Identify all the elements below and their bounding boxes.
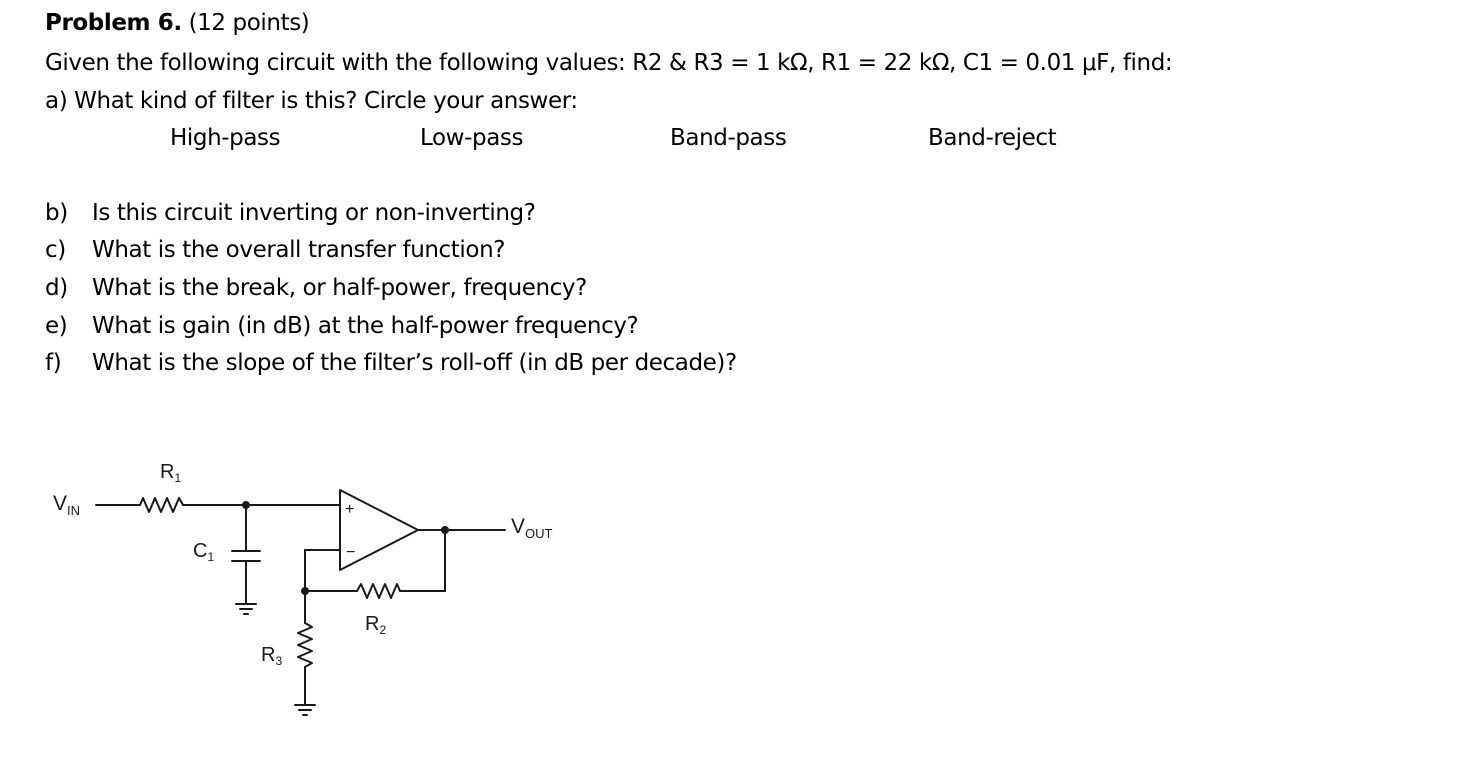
vout-label-sub: OUT xyxy=(525,526,553,541)
question-letter: e) xyxy=(45,313,68,339)
question-text: Is this circuit inverting or non-inverting? xyxy=(92,200,536,226)
problem-points: (12 points) xyxy=(181,10,310,36)
c1-label-main: C xyxy=(193,540,208,562)
question-text: What is the overall transfer function? xyxy=(92,237,506,263)
option-band-reject[interactable]: Band-reject xyxy=(928,125,1057,151)
question-letter: f) xyxy=(45,350,62,376)
node-dot-output xyxy=(441,526,449,534)
question-text: What is gain (in dB) at the half-power frequency? xyxy=(92,313,639,339)
r2-label xyxy=(365,613,386,637)
vin-label xyxy=(53,492,80,518)
r3-resistor xyxy=(298,623,312,667)
question-letter: c) xyxy=(45,237,66,263)
question-text: What is the break, or half-power, frequency? xyxy=(92,275,587,301)
question-letter: b) xyxy=(45,200,68,226)
given-values-text: Given the following circuit with the following values: R2 & R3 = 1 kΩ, R1 = 22 kΩ, C1 = 0.01 μF, find: xyxy=(45,50,1173,76)
r1-resistor xyxy=(140,498,183,512)
r1-label-sub: 1 xyxy=(174,471,182,485)
question-text: What is the slope of the filter’s roll-off (in dB per decade)? xyxy=(92,350,737,376)
r1-label xyxy=(160,461,181,485)
r2-label-sub: 2 xyxy=(379,623,387,637)
r2-resistor xyxy=(357,584,400,598)
r1-label-main: R xyxy=(160,461,175,483)
vin-label-main: V xyxy=(53,492,68,515)
r2-label-main: R xyxy=(365,613,380,635)
question-letter: d) xyxy=(45,275,68,301)
r3-label-main: R xyxy=(261,644,276,666)
c1-label xyxy=(193,540,214,564)
part-a-question: a) What kind of filter is this? Circle your answer: xyxy=(45,88,578,114)
problem-title: Problem 6. xyxy=(45,10,182,36)
r3-label-sub: 3 xyxy=(275,654,283,668)
node-dot-input xyxy=(242,501,250,509)
option-low-pass[interactable]: Low-pass xyxy=(420,125,524,151)
option-band-pass[interactable]: Band-pass xyxy=(670,125,787,151)
node-dot-feedback xyxy=(301,587,309,595)
vin-label-sub: IN xyxy=(67,503,81,518)
op-amp-minus-sign: − xyxy=(346,544,356,561)
vout-label-main: V xyxy=(511,515,526,538)
op-amp-plus-sign: + xyxy=(345,501,355,518)
option-high-pass[interactable]: High-pass xyxy=(170,125,281,151)
vout-label xyxy=(511,515,553,541)
r3-label xyxy=(261,644,282,668)
c1-label-sub: 1 xyxy=(207,550,215,564)
